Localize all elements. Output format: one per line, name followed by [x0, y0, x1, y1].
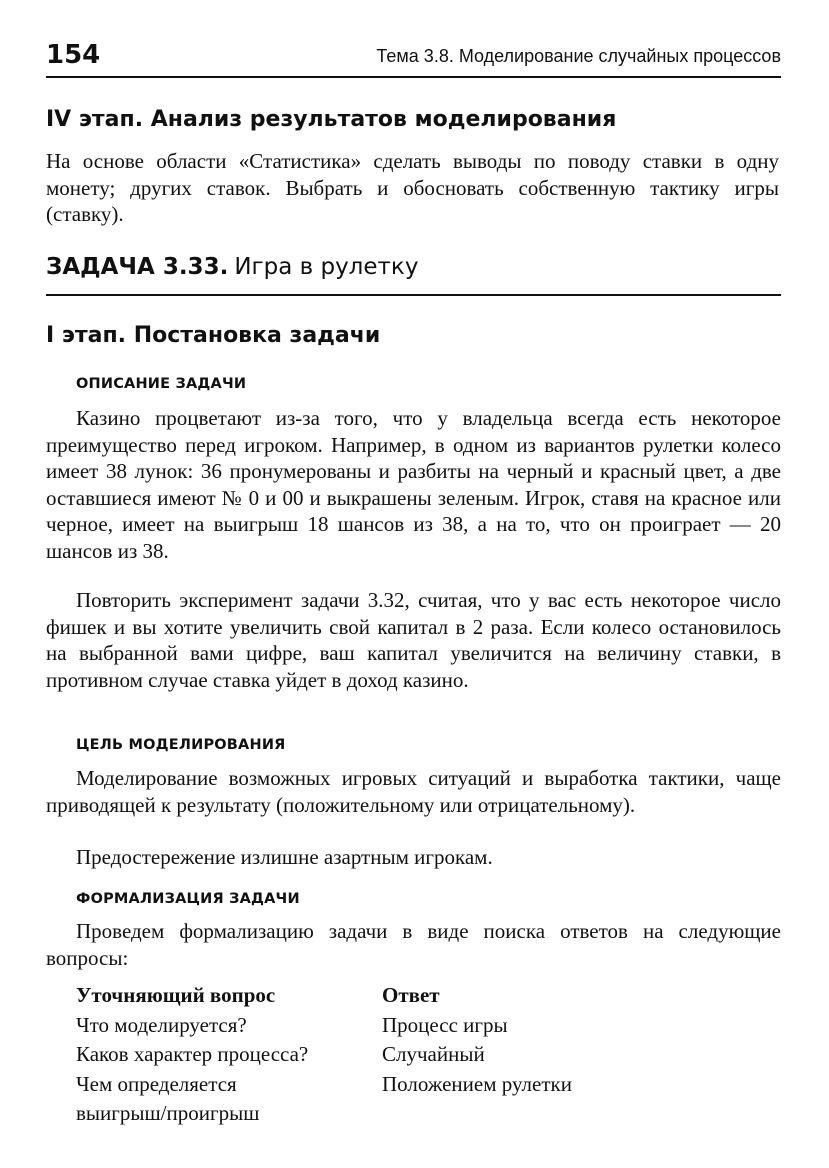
qa-table-header: [76, 981, 776, 1011]
formalization-heading: ФОРМАЛИЗАЦИЯ ЗАДАЧИ: [76, 891, 300, 907]
goal-paragraph-1: Моделирование возможных игровых ситуаций и выработка тактики, чаще приводящей к результату (положительному или отрицательному).: [46, 766, 781, 817]
qa-header-answer: Ответ: [382, 983, 440, 1007]
qa-question: Что моделируется?: [76, 1012, 247, 1037]
qa-question: Каков характер процесса?: [76, 1042, 309, 1066]
goal-paragraph-2: Предостережение излишне азартным игрокам.: [76, 845, 493, 869]
description-heading: ОПИСАНИЕ ЗАДАЧИ: [76, 376, 247, 392]
task-number: ЗАДАЧА 3.33.: [46, 254, 229, 280]
qa-answer: Случайный: [382, 1042, 485, 1066]
task-name: Игра в рулетку: [234, 254, 419, 280]
stage4-title: IV этап. Анализ результатов моделирования: [46, 107, 617, 132]
description-paragraph-2: Повторить эксперимент задачи 3.32, считая, что у вас есть некоторое число фишек и вы хотите увеличить свой капитал в 2 раза. Если колесо остановилось на выбранной вами цифре, ваш капитал увеличится на величину ставки, в противном случае ставка уйдет в доход казино.: [46, 588, 781, 692]
running-title: Тема 3.8. Моделирование случайных процессов: [376, 46, 781, 66]
formalization-paragraph: Проведем формализацию задачи в виде поиска ответов на следующие вопросы:: [46, 919, 781, 970]
table-row: [76, 1040, 776, 1070]
qa-header-question: Уточняющий вопрос: [76, 983, 276, 1007]
goal-heading: ЦЕЛЬ МОДЕЛИРОВАНИЯ: [76, 737, 286, 753]
page-header: [46, 36, 781, 78]
qa-table: [76, 981, 776, 1129]
qa-question: Чем определяется выигрыш/проигрыш: [76, 1071, 260, 1125]
page-number: 154: [46, 40, 101, 70]
stage4-text: На основе области «Статистика» сделать выводы по поводу ставки в одну монету; других ставок. Выбрать и обосновать собственную тактику игры (ставку).: [46, 149, 779, 226]
table-row: [76, 1070, 776, 1129]
table-row: [76, 1011, 776, 1041]
description-paragraph-1: Казино процветают из-за того, что у владельца всегда есть некоторое преимущество перед игроком. Например, в одном из вариантов рулетки колесо имеет 38 лунок: 36 пронумерованы и разбиты на черный и красный цвет, а две оставшиеся имеют № 0 и 00 и выкрашены зеленым. Игрок, ставя на красное или черное, имеет на выигрыш 18 шансов из 38, а на то, что он проиграет — 20 шансов из 38.: [46, 406, 781, 563]
stage1-title: I этап. Постановка задачи: [46, 323, 381, 348]
qa-answer: Положением рулетки: [382, 1071, 572, 1096]
task-heading: [46, 254, 781, 296]
qa-answer: Процесс игры: [382, 1012, 508, 1037]
